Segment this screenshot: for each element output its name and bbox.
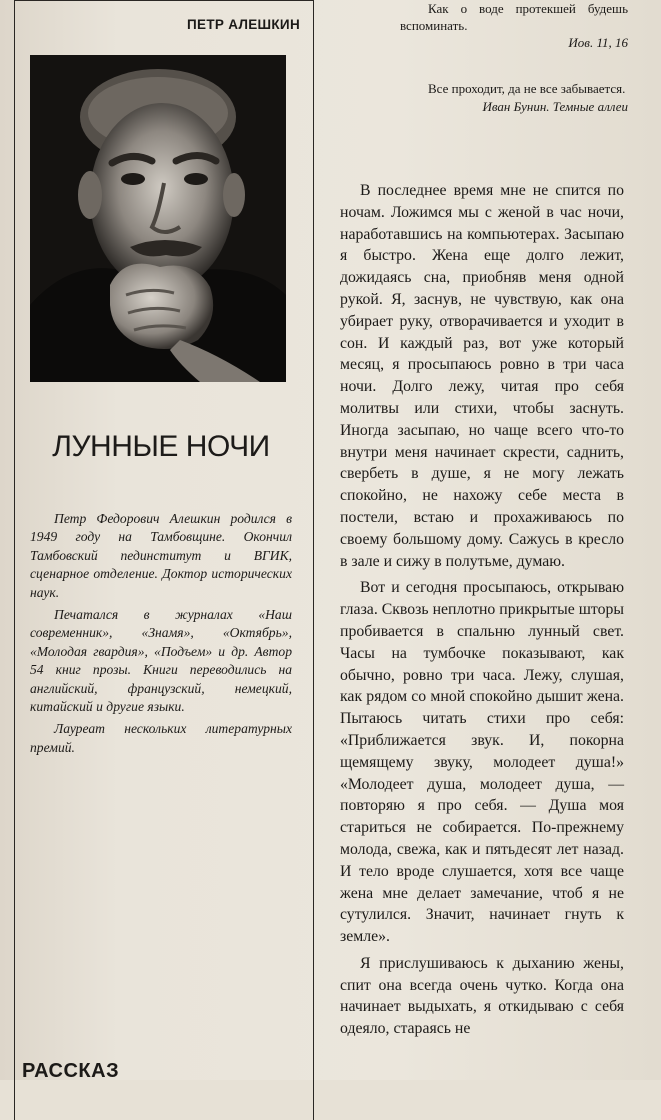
author-portrait-icon (30, 55, 286, 382)
author-bio (30, 510, 292, 761)
epigraph-source: Иов. 11, 16 (568, 35, 628, 50)
epigraph-job (400, 1, 628, 52)
bio-paragraph: Петр Федорович Алешкин родился в 1949 году на Тамбовщине. Окончил Тамбовский пединститут и ВГИК, сценарное отделение. Доктор исторических наук. (30, 511, 292, 600)
story-title: ЛУННЫЕ НОЧИ (52, 430, 270, 463)
section-label: РАССКАЗ (22, 1060, 120, 1082)
story-paragraph: В последнее время мне не спится по ночам. Ложимся мы с женой в час ночи, наработавшись на компьютерах. Засыпаю я быстро. Жена еще долго лежит, дожидаясь сна, приобняв меня одной рукой. Я, заснув, не чувствую, как она убирает руку, отворачивается и уходит в сон. И каждый раз, вот уже который месяц, я просыпаюсь ровно в три часа ночи. Долго лежу, читая про себя молитвы или стихи, чтобы заснуть. Иногда засыпаю, но чаще всего что-то внутри меня начинает скрести, саднить, свербеть в душе, я не могу лежать спокойно, не нахожу себе места в постели, встаю и прохаживаюсь по своему большому дому. Сажусь в кресло в зале и сижу в полутьме, думаю. (340, 182, 624, 570)
bio-paragraph: Печатался в журналах «Наш современник», «Знамя», «Октябрь», «Молодая гвардия», «Подъем» и др. Автор 54 книг прозы. Книги переводились на английский, французский, немецкий, китайский и другие языки. (30, 607, 292, 715)
epigraph-bunin (400, 81, 628, 115)
epigraph-text: Все проходит, да не все забывается. (428, 81, 626, 96)
bio-paragraph: Лауреат нескольких литературных премий. (30, 721, 292, 755)
epigraph-text: Как о воде протекшей будешь вспоминать. (400, 1, 628, 33)
story-paragraph: Вот и сегодня просыпаюсь, открываю глаза. Сквозь неплотно прикрытые шторы пробивается в спальню лунный свет. Часы на тумбочке показывают, как обычно, ровно три часа. Лежу, слушая, как рядом со мной спокойно дышит жена. Пытаюсь читать стихи про себя: «Приближается звук. И, покорна щемящему звуку, молодеет душа!» «Молодеет душа, молодеет душа, — повторяю я про себя. — Душа моя стариться не собирается. По-прежнему молода, свежа, как и пятьдесят лет назад. И тело вроде слушается, хотя все чаще жена мне делает замечание, чтоб я не сутулился. Значит, начинает гнуть к земле». (340, 579, 625, 946)
author-name-header: ПЕТР АЛЕШКИН (187, 17, 300, 32)
story-body (340, 180, 624, 1045)
story-paragraph: Я прислушиваюсь к дыханию жены, спит она всегда очень чутко. Когда она начинает выдыхать, я откидываю с себя одеяло, стараясь не (340, 954, 624, 1038)
epigraph-source: Иван Бунин. Темные аллеи (482, 98, 628, 114)
